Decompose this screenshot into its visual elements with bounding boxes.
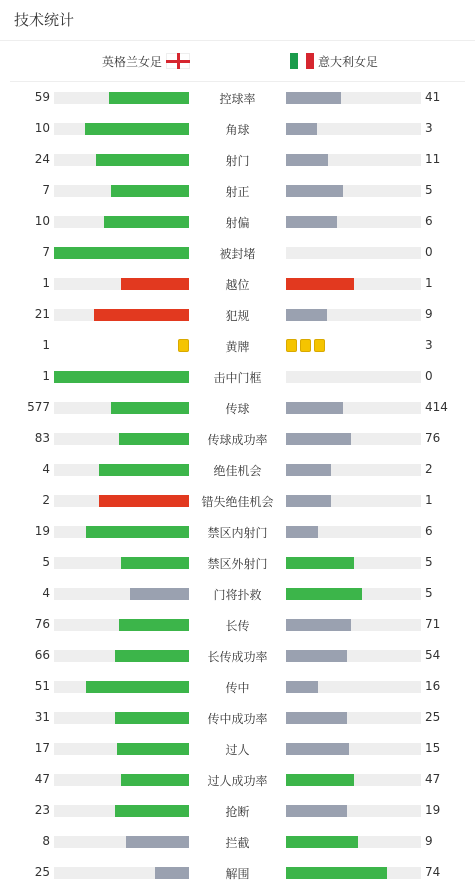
away-bar bbox=[286, 278, 354, 290]
away-bar-track bbox=[286, 123, 421, 135]
away-team-name: 意大利女足 bbox=[318, 54, 379, 69]
home-value: 17 bbox=[34, 741, 50, 755]
away-bar-track bbox=[286, 371, 421, 383]
section-title: 技术统计 bbox=[0, 0, 475, 41]
home-bar bbox=[119, 619, 189, 631]
home-bar-track bbox=[54, 216, 189, 228]
home-bar bbox=[104, 216, 189, 228]
stat-label: 解围 bbox=[225, 867, 250, 881]
home-bar bbox=[99, 495, 189, 507]
stat-label: 传中 bbox=[225, 681, 250, 695]
home-value: 1 bbox=[42, 338, 50, 352]
home-bar bbox=[99, 464, 189, 476]
away-bar bbox=[286, 464, 331, 476]
away-value: 16 bbox=[425, 679, 441, 693]
away-value: 5 bbox=[425, 555, 433, 569]
stat-row bbox=[0, 702, 475, 733]
away-value: 6 bbox=[425, 214, 433, 228]
away-bar-track bbox=[286, 619, 421, 631]
home-bar bbox=[119, 433, 189, 445]
away-bar-track bbox=[286, 247, 421, 259]
away-bar bbox=[286, 743, 349, 755]
home-bar-track bbox=[54, 433, 189, 445]
stat-row bbox=[0, 454, 475, 485]
away-bar-track bbox=[286, 743, 421, 755]
stat-row bbox=[0, 268, 475, 299]
away-value: 6 bbox=[425, 524, 433, 538]
away-bar-track bbox=[286, 495, 421, 507]
stat-label: 角球 bbox=[225, 123, 250, 137]
away-bar-track bbox=[286, 402, 421, 414]
stat-label: 射门 bbox=[225, 154, 250, 168]
home-value: 7 bbox=[42, 245, 50, 259]
home-value: 59 bbox=[34, 90, 50, 104]
home-bar bbox=[121, 278, 189, 290]
stat-row bbox=[0, 206, 475, 237]
home-value: 10 bbox=[34, 121, 50, 135]
away-bar bbox=[286, 526, 318, 538]
home-bar-track bbox=[54, 371, 189, 383]
away-bar bbox=[286, 216, 337, 228]
away-value: 2 bbox=[425, 462, 433, 476]
away-bar-track bbox=[286, 526, 421, 538]
home-value: 1 bbox=[42, 276, 50, 290]
home-bar-track bbox=[54, 185, 189, 197]
home-bar bbox=[109, 92, 189, 104]
stat-row bbox=[0, 299, 475, 330]
away-bar bbox=[286, 402, 343, 414]
stat-label: 门将扑救 bbox=[213, 588, 262, 602]
home-bar-track bbox=[54, 402, 189, 414]
home-bar bbox=[115, 650, 189, 662]
home-bar-track bbox=[54, 464, 189, 476]
away-value: 47 bbox=[425, 772, 441, 786]
stat-row bbox=[0, 578, 475, 609]
stat-label: 传球 bbox=[225, 402, 250, 416]
home-bar-track bbox=[54, 92, 189, 104]
stat-row bbox=[0, 330, 475, 361]
away-bar-track bbox=[286, 309, 421, 321]
england-flag-icon bbox=[166, 53, 190, 69]
home-value: 577 bbox=[27, 400, 50, 414]
home-value: 21 bbox=[34, 307, 50, 321]
away-bar bbox=[286, 712, 347, 724]
stat-label: 过人 bbox=[225, 743, 250, 757]
away-value: 1 bbox=[425, 276, 433, 290]
stat-row bbox=[0, 361, 475, 392]
italy-flag-icon bbox=[290, 53, 314, 69]
away-bar bbox=[286, 774, 354, 786]
away-bar bbox=[286, 619, 351, 631]
home-bar bbox=[117, 743, 189, 755]
stat-row bbox=[0, 826, 475, 857]
yellow-card-icon bbox=[178, 339, 189, 352]
stat-label: 长传成功率 bbox=[207, 650, 268, 664]
stat-label: 禁区内射门 bbox=[207, 526, 268, 540]
home-team-name: 英格兰女足 bbox=[101, 54, 162, 69]
home-value: 51 bbox=[34, 679, 50, 693]
away-bar bbox=[286, 495, 331, 507]
stat-label: 射正 bbox=[225, 185, 250, 199]
stat-row bbox=[0, 237, 475, 268]
away-bar bbox=[286, 557, 354, 569]
home-bar-track bbox=[54, 557, 189, 569]
home-bar bbox=[155, 867, 189, 879]
home-team bbox=[10, 53, 190, 70]
stats-list bbox=[0, 82, 475, 888]
away-bar-track bbox=[286, 836, 421, 848]
stat-row bbox=[0, 175, 475, 206]
home-bar bbox=[115, 712, 189, 724]
stat-label: 控球率 bbox=[219, 92, 256, 106]
yellow-card-icon bbox=[314, 339, 325, 352]
away-bar-track bbox=[286, 805, 421, 817]
stat-row bbox=[0, 516, 475, 547]
away-value: 0 bbox=[425, 245, 433, 259]
away-bar-track bbox=[286, 681, 421, 693]
home-bar-track bbox=[54, 712, 189, 724]
teams-header bbox=[10, 41, 465, 82]
home-bar bbox=[86, 526, 189, 538]
away-value: 41 bbox=[425, 90, 441, 104]
stat-label: 射偏 bbox=[225, 216, 250, 230]
home-value: 23 bbox=[34, 803, 50, 817]
stat-label: 抢断 bbox=[225, 805, 250, 819]
away-bar bbox=[286, 836, 358, 848]
home-bar-track bbox=[54, 278, 189, 290]
home-bar-track bbox=[54, 588, 189, 600]
away-bar bbox=[286, 681, 318, 693]
stat-row bbox=[0, 795, 475, 826]
home-bar-track bbox=[54, 650, 189, 662]
away-bar-track bbox=[286, 712, 421, 724]
stat-row bbox=[0, 640, 475, 671]
home-bar-track bbox=[54, 681, 189, 693]
home-bar-track bbox=[54, 247, 189, 259]
home-value: 66 bbox=[34, 648, 50, 662]
home-bar-track bbox=[54, 743, 189, 755]
away-bar bbox=[286, 92, 341, 104]
stat-row bbox=[0, 671, 475, 702]
home-value: 24 bbox=[34, 152, 50, 166]
home-bar-track bbox=[54, 774, 189, 786]
stat-label: 传球成功率 bbox=[207, 433, 268, 447]
home-bar-track bbox=[54, 619, 189, 631]
away-team bbox=[290, 53, 378, 70]
away-bar-track bbox=[286, 216, 421, 228]
away-bar bbox=[286, 588, 362, 600]
away-value: 3 bbox=[425, 338, 433, 352]
home-value: 19 bbox=[34, 524, 50, 538]
home-value: 76 bbox=[34, 617, 50, 631]
home-value: 5 bbox=[42, 555, 50, 569]
away-bar bbox=[286, 867, 387, 879]
away-value: 71 bbox=[425, 617, 441, 631]
away-value: 54 bbox=[425, 648, 441, 662]
away-yellow-cards bbox=[286, 339, 325, 352]
home-bar bbox=[85, 123, 189, 135]
away-value: 25 bbox=[425, 710, 441, 724]
stat-row bbox=[0, 82, 475, 113]
home-bar-track bbox=[54, 836, 189, 848]
stat-label: 过人成功率 bbox=[207, 774, 268, 788]
away-bar-track bbox=[286, 650, 421, 662]
away-bar-track bbox=[286, 92, 421, 104]
away-value: 0 bbox=[425, 369, 433, 383]
home-value: 83 bbox=[34, 431, 50, 445]
stat-row bbox=[0, 423, 475, 454]
stat-row bbox=[0, 857, 475, 888]
away-value: 15 bbox=[425, 741, 441, 755]
home-value: 31 bbox=[34, 710, 50, 724]
home-bar bbox=[54, 247, 189, 259]
stat-label: 禁区外射门 bbox=[207, 557, 268, 571]
yellow-card-icon bbox=[300, 339, 311, 352]
away-value: 1 bbox=[425, 493, 433, 507]
away-bar-track bbox=[286, 278, 421, 290]
stat-label: 黄牌 bbox=[225, 340, 250, 354]
away-value: 3 bbox=[425, 121, 433, 135]
home-bar-track bbox=[54, 867, 189, 879]
stat-row bbox=[0, 392, 475, 423]
stat-row bbox=[0, 764, 475, 795]
home-value: 10 bbox=[34, 214, 50, 228]
home-bar bbox=[111, 402, 189, 414]
home-yellow-cards bbox=[178, 339, 189, 352]
away-bar-track bbox=[286, 557, 421, 569]
home-bar bbox=[115, 805, 189, 817]
home-value: 47 bbox=[34, 772, 50, 786]
away-bar-track bbox=[286, 774, 421, 786]
away-bar bbox=[286, 123, 317, 135]
away-bar bbox=[286, 185, 343, 197]
away-bar-track bbox=[286, 154, 421, 166]
away-value: 414 bbox=[425, 400, 448, 414]
stat-row bbox=[0, 733, 475, 764]
away-bar-track bbox=[286, 588, 421, 600]
stat-label: 长传 bbox=[225, 619, 250, 633]
home-bar bbox=[126, 836, 189, 848]
stat-row bbox=[0, 609, 475, 640]
stat-label: 击中门框 bbox=[213, 371, 262, 385]
away-bar-track bbox=[286, 433, 421, 445]
home-bar bbox=[121, 557, 189, 569]
home-value: 1 bbox=[42, 369, 50, 383]
home-bar bbox=[111, 185, 189, 197]
home-bar-track bbox=[54, 495, 189, 507]
away-value: 5 bbox=[425, 586, 433, 600]
home-bar bbox=[94, 309, 189, 321]
home-bar-track bbox=[54, 805, 189, 817]
away-bar bbox=[286, 309, 327, 321]
home-bar bbox=[121, 774, 189, 786]
stat-label: 犯规 bbox=[225, 309, 250, 323]
home-bar-track bbox=[54, 309, 189, 321]
stat-row bbox=[0, 144, 475, 175]
home-bar-track bbox=[54, 123, 189, 135]
home-value: 2 bbox=[42, 493, 50, 507]
home-bar bbox=[54, 371, 189, 383]
away-bar bbox=[286, 650, 347, 662]
stat-row bbox=[0, 485, 475, 516]
home-bar bbox=[86, 681, 189, 693]
away-value: 9 bbox=[425, 307, 433, 321]
stat-label: 被封堵 bbox=[219, 247, 256, 261]
home-value: 7 bbox=[42, 183, 50, 197]
yellow-card-icon bbox=[286, 339, 297, 352]
home-bar bbox=[130, 588, 189, 600]
stat-row bbox=[0, 113, 475, 144]
away-value: 74 bbox=[425, 865, 441, 879]
stat-label: 绝佳机会 bbox=[213, 464, 262, 478]
stat-label: 拦截 bbox=[225, 836, 250, 850]
home-value: 8 bbox=[42, 834, 50, 848]
away-bar-track bbox=[286, 185, 421, 197]
away-bar-track bbox=[286, 867, 421, 879]
home-bar-track bbox=[54, 154, 189, 166]
away-bar bbox=[286, 154, 328, 166]
stat-label: 错失绝佳机会 bbox=[201, 495, 274, 509]
away-bar-track bbox=[286, 464, 421, 476]
home-value: 25 bbox=[34, 865, 50, 879]
home-value: 4 bbox=[42, 586, 50, 600]
away-value: 11 bbox=[425, 152, 441, 166]
home-bar-track bbox=[54, 526, 189, 538]
stat-label: 越位 bbox=[225, 278, 250, 292]
away-value: 5 bbox=[425, 183, 433, 197]
home-value: 4 bbox=[42, 462, 50, 476]
away-value: 9 bbox=[425, 834, 433, 848]
stat-label: 传中成功率 bbox=[207, 712, 268, 726]
stat-row bbox=[0, 547, 475, 578]
away-bar bbox=[286, 433, 351, 445]
away-bar bbox=[286, 805, 347, 817]
away-value: 76 bbox=[425, 431, 441, 445]
home-bar bbox=[96, 154, 189, 166]
away-value: 19 bbox=[425, 803, 441, 817]
